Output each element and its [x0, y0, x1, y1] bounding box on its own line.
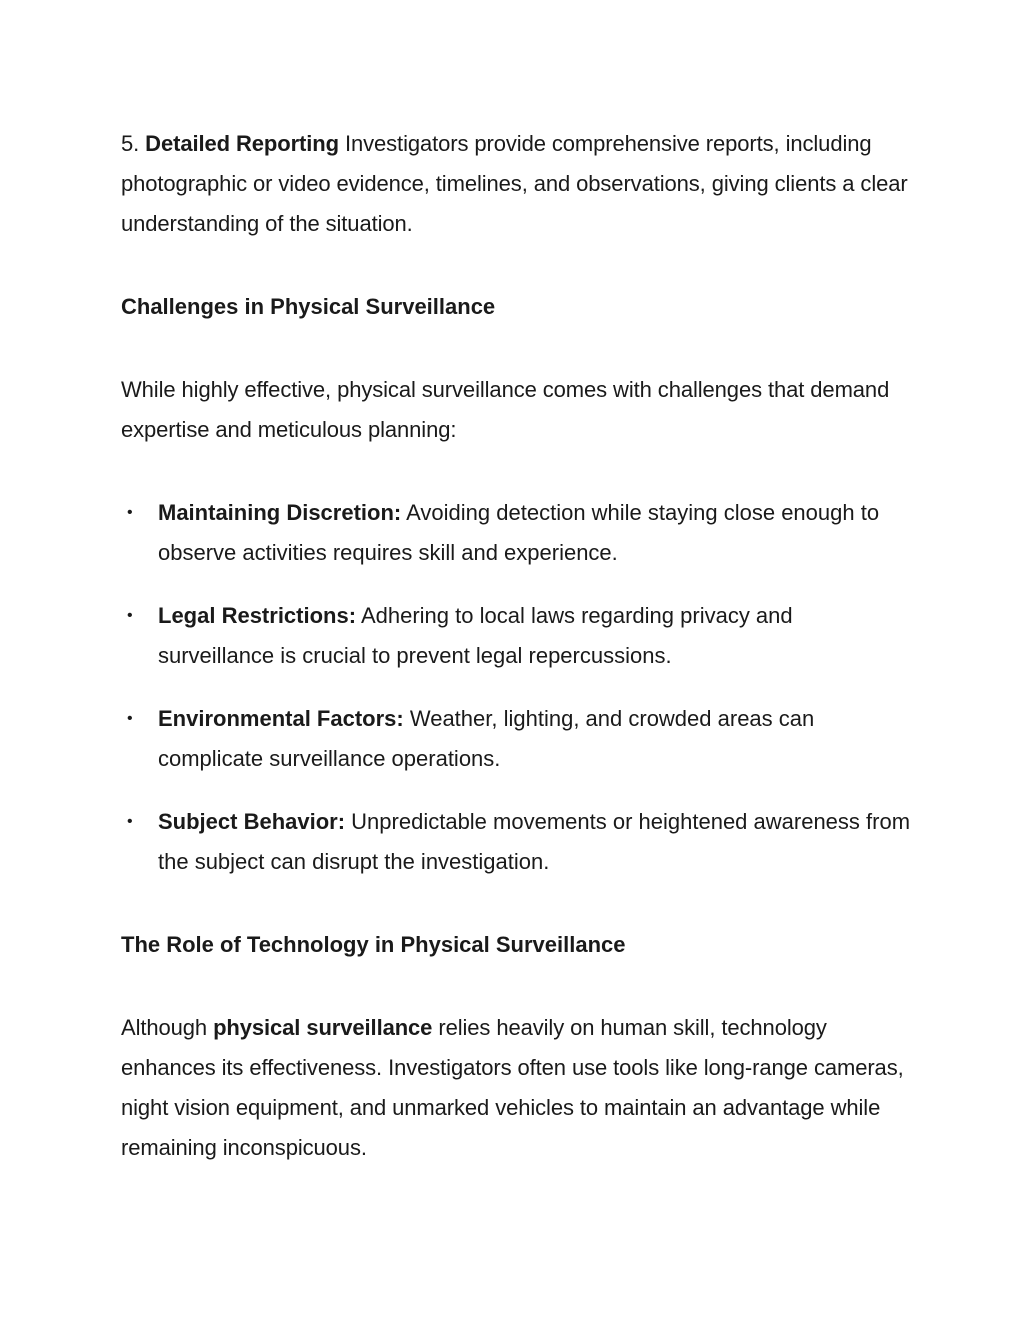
bullet-icon: • — [127, 813, 133, 830]
detailed-reporting-paragraph — [121, 124, 911, 244]
challenges-list — [121, 493, 911, 882]
list-item-environmental — [121, 699, 911, 779]
challenges-intro: While highly effective, physical surveillance comes with challenges that demand expertise and meticulous planning: — [121, 377, 890, 442]
detailed-reporting-term: Detailed Reporting — [145, 131, 339, 156]
item-term: Subject Behavior: — [158, 809, 346, 834]
bullet-icon: • — [127, 607, 133, 624]
technology-lead: Although — [121, 1015, 208, 1040]
technology-term: physical surveillance — [213, 1015, 433, 1040]
challenges-heading: Challenges in Physical Surveillance — [121, 294, 496, 319]
item-term: Environmental Factors: — [158, 706, 404, 731]
item-text: Weather, lighting, and crowded areas can complicate surveillance operations. — [158, 706, 815, 771]
detailed-reporting-text: Investigators provide comprehensive reports, including photographic or video evidence, timelines, and observations, giving clients a clear understanding of the situation. — [121, 131, 908, 236]
technology-paragraph — [121, 1008, 911, 1168]
bullet-icon: • — [127, 504, 133, 521]
document-page — [121, 124, 911, 1168]
item-term: Legal Restrictions: — [158, 603, 357, 628]
technology-heading: The Role of Technology in Physical Surveillance — [121, 932, 626, 957]
list-item-discretion — [121, 493, 911, 573]
item-text: Unpredictable movements or heightened awareness from the subject can disrupt the investigation. — [158, 809, 911, 874]
item-text: Avoiding detection while staying close enough to observe activities requires skill and experience. — [158, 500, 880, 565]
list-number: 5. — [121, 131, 140, 156]
bullet-icon: • — [127, 710, 133, 727]
list-item-subject — [121, 802, 911, 882]
item-term: Maintaining Discretion: — [158, 500, 402, 525]
technology-text: relies heavily on human skill, technology enhances its effectiveness. Investigators often use tools like long-range cameras, night vision equipment, and unmarked vehicles to maintain an advantage while remaining inconspicuous. — [121, 1015, 904, 1160]
list-item-legal — [121, 596, 911, 676]
item-text: Adhering to local laws regarding privacy and surveillance is crucial to prevent legal repercussions. — [158, 603, 793, 668]
